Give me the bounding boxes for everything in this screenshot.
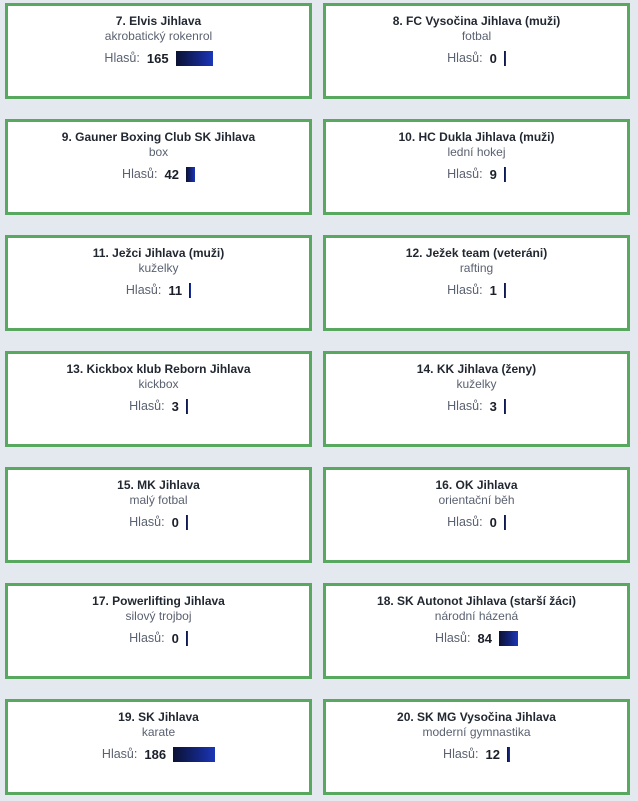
votes-count: 0 [489, 514, 497, 530]
team-card[interactable] [323, 699, 630, 795]
votes-bar [504, 51, 506, 66]
votes-count: 1 [489, 282, 497, 298]
votes-count: 0 [489, 50, 497, 66]
votes-bar [186, 515, 188, 530]
votes-count: 9 [489, 166, 497, 182]
team-name: 10. HC Dukla Jihlava (muži) [398, 130, 555, 144]
votes-label: Hlasů: [447, 283, 483, 297]
votes-label: Hlasů: [447, 515, 483, 529]
team-sport: kuželky [456, 377, 497, 391]
vote-row [326, 50, 627, 66]
votes-count: 0 [171, 514, 179, 530]
team-sport: malý fotbal [129, 493, 188, 507]
team-name: 17. Powerlifting Jihlava [92, 594, 225, 608]
team-name: 19. SK Jihlava [118, 710, 199, 724]
team-sport: národní házená [434, 609, 519, 623]
team-name: 9. Gauner Boxing Club SK Jihlava [61, 130, 256, 144]
votes-count: 42 [164, 166, 179, 182]
vote-row [8, 514, 309, 530]
team-sport: moderní gymnastika [422, 725, 531, 739]
team-sport: lední hokej [447, 145, 506, 159]
votes-bar [186, 167, 195, 182]
team-name: 20. SK MG Vysočina Jihlava [397, 710, 556, 724]
votes-label: Hlasů: [447, 167, 483, 181]
team-name: 11. Ježci Jihlava (muži) [92, 246, 225, 260]
votes-bar [189, 283, 191, 298]
team-sport: akrobatický rokenrol [104, 29, 213, 43]
vote-row [326, 630, 627, 646]
team-name: 16. OK Jihlava [435, 478, 518, 492]
team-card[interactable] [5, 351, 312, 447]
votes-bar [504, 283, 506, 298]
team-card[interactable] [5, 467, 312, 563]
vote-row [326, 166, 627, 182]
vote-row [8, 282, 309, 298]
team-sport: box [148, 145, 169, 159]
votes-label: Hlasů: [447, 51, 483, 65]
team-sport: kickbox [138, 377, 179, 391]
team-card[interactable] [5, 235, 312, 331]
votes-label: Hlasů: [101, 747, 138, 761]
vote-row [8, 398, 309, 414]
team-name: 13. Kickbox klub Reborn Jihlava [66, 362, 251, 376]
vote-row [326, 746, 627, 762]
votes-bar [173, 747, 215, 762]
votes-bar [186, 399, 188, 414]
votes-bar [504, 167, 506, 182]
votes-label: Hlasů: [125, 283, 162, 297]
votes-count: 3 [489, 398, 497, 414]
votes-label: Hlasů: [122, 167, 158, 181]
team-card[interactable] [323, 467, 630, 563]
team-name: 8. FC Vysočina Jihlava (muži) [392, 14, 561, 28]
team-sport: rafting [459, 261, 494, 275]
votes-label: Hlasů: [129, 399, 165, 413]
votes-bar [176, 51, 213, 66]
votes-label: Hlasů: [447, 399, 483, 413]
votes-count: 12 [485, 746, 500, 762]
votes-bar [499, 631, 518, 646]
votes-bar [507, 747, 510, 762]
votes-count: 84 [477, 630, 492, 646]
team-sport: karate [141, 725, 176, 739]
vote-row [8, 50, 309, 66]
votes-bar [186, 631, 188, 646]
votes-count: 0 [171, 630, 179, 646]
vote-row [326, 282, 627, 298]
team-card[interactable] [323, 583, 630, 679]
team-name: 15. MK Jihlava [117, 478, 200, 492]
team-name: 7. Elvis Jihlava [115, 14, 202, 28]
vote-row [8, 630, 309, 646]
team-card[interactable] [5, 583, 312, 679]
team-card[interactable] [323, 235, 630, 331]
team-name: 12. Ježek team (veteráni) [405, 246, 548, 260]
vote-row [326, 398, 627, 414]
vote-row [8, 166, 309, 182]
team-sport: kuželky [138, 261, 179, 275]
vote-row [326, 514, 627, 530]
team-card[interactable] [5, 119, 312, 215]
votes-count: 3 [171, 398, 179, 414]
votes-bar [504, 399, 506, 414]
team-card[interactable] [5, 699, 312, 795]
votes-count: 186 [144, 746, 167, 762]
votes-bar [504, 515, 506, 530]
votes-count: 11 [168, 282, 183, 298]
team-card[interactable] [323, 119, 630, 215]
team-card[interactable] [323, 351, 630, 447]
vote-row [8, 746, 309, 762]
votes-label: Hlasů: [443, 747, 479, 761]
team-card[interactable] [323, 3, 630, 99]
votes-label: Hlasů: [104, 51, 140, 65]
votes-label: Hlasů: [129, 631, 165, 645]
team-sport: silový trojboj [125, 609, 192, 623]
votes-label: Hlasů: [435, 631, 471, 645]
team-card[interactable] [5, 3, 312, 99]
votes-label: Hlasů: [129, 515, 165, 529]
team-name: 18. SK Autonot Jihlava (starší žáci) [377, 594, 576, 608]
team-name: 14. KK Jihlava (ženy) [416, 362, 537, 376]
team-sport: orientační běh [438, 493, 515, 507]
votes-count: 165 [146, 50, 169, 66]
team-sport: fotbal [461, 29, 492, 43]
